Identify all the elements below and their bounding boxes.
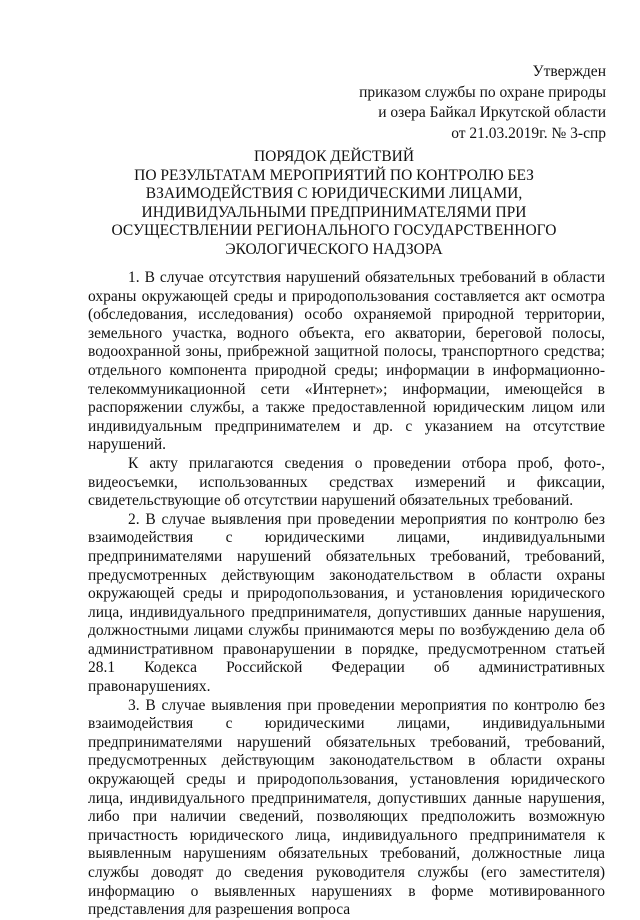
approval-line: приказом службы по охране природы [359, 83, 606, 101]
approval-line: от 21.03.2019г. № 3-спр [451, 124, 606, 142]
document-title [84, 148, 584, 260]
paragraph-2: 2. В случае выявления при проведении мероприятия по контролю без взаимодействия с юридическими лицами, индивидуальными предпринимателями нарушений обязательных требований, требований, предусмотренных действующим законодательством в области охраны окружающей среды и природопользования, и установления юридического лица, индивидуального предпринимателя, допустивших данные нарушения, должностными лицами службы принимаются меры по возбуждению дела об административном правонарушении в порядке, предусмотренном статьей 28.1 Кодекса Российской Федерации об административных правонарушениях. [88, 510, 605, 696]
title-line: ОСУЩЕСТВЛЕНИИ РЕГИОНАЛЬНОГО ГОСУДАРСТВЕННОГО [111, 222, 557, 240]
title-line: ВЗАИМОДЕЙСТВИЯ С ЮРИДИЧЕСКИМИ ЛИЦАМИ, [145, 185, 523, 203]
approval-line: Утвержден [532, 63, 606, 80]
title-line: ПО РЕЗУЛЬТАТАМ МЕРОПРИЯТИЙ ПО КОНТРОЛЮ БЕЗ [134, 166, 534, 184]
title-line: ПОРЯДОК ДЕЙСТВИЙ [253, 148, 415, 165]
document-body [88, 269, 605, 920]
title-line: ИНДИВИДУАЛЬНЫМИ ПРЕДПРИНИМАТЕЛЯМИ ПРИ [141, 203, 527, 221]
paragraph-3: 3. В случае выявления при проведении мероприятия по контролю без взаимодействия с юридическими лицами, индивидуальными предпринимателями нарушений обязательных требований, требований, предусмотренных действующим законодательством в области охраны окружающей среды и природопользования, установления юридического лица, индивидуального предпринимателя, допустивших данные нарушения, либо при наличии сведений, позволяющих предположить возможную причастность юридического лица, индивидуального предпринимателя к выявленным нарушениям обязательных требований, должностные лица службы доводят до сведения руководителя службы (его заместителя) информацию о выявленных нарушениях в форме мотивированного представления для разрешения вопроса [88, 696, 605, 919]
paragraph-attachment: К акту прилагаются сведения о проведении отбора проб, фото-, видеосъемки, использованных средствах измерений и фиксации, свидетельствующие об отсутствии нарушений обязательных требований. [88, 454, 605, 510]
title-line: ЭКОЛОГИЧЕСКОГО НАДЗОРА [225, 240, 443, 258]
paragraph-1: 1. В случае отсутствия нарушений обязательных требований в области охраны окружающей среды и природопользования составляется акт осмотра (обследования, исследования) особо охраняемой природной территории, земельного участка, водного объекта, его акватории, береговой полосы, водоохранной зоны, прибрежной защитной полосы, транспортного средства; отдельного компонента природной среды; информации в информационно-телекоммуникационной сети «Интернет»; информации, имеющейся в распоряжении службы, а также предоставленной юридическим лицом или индивидуальным предпринимателем и др. с указанием на отсутствие нарушений. [88, 269, 605, 454]
approval-line: и озера Байкал Иркутской области [378, 104, 606, 121]
approval-stamp-block [359, 62, 606, 144]
